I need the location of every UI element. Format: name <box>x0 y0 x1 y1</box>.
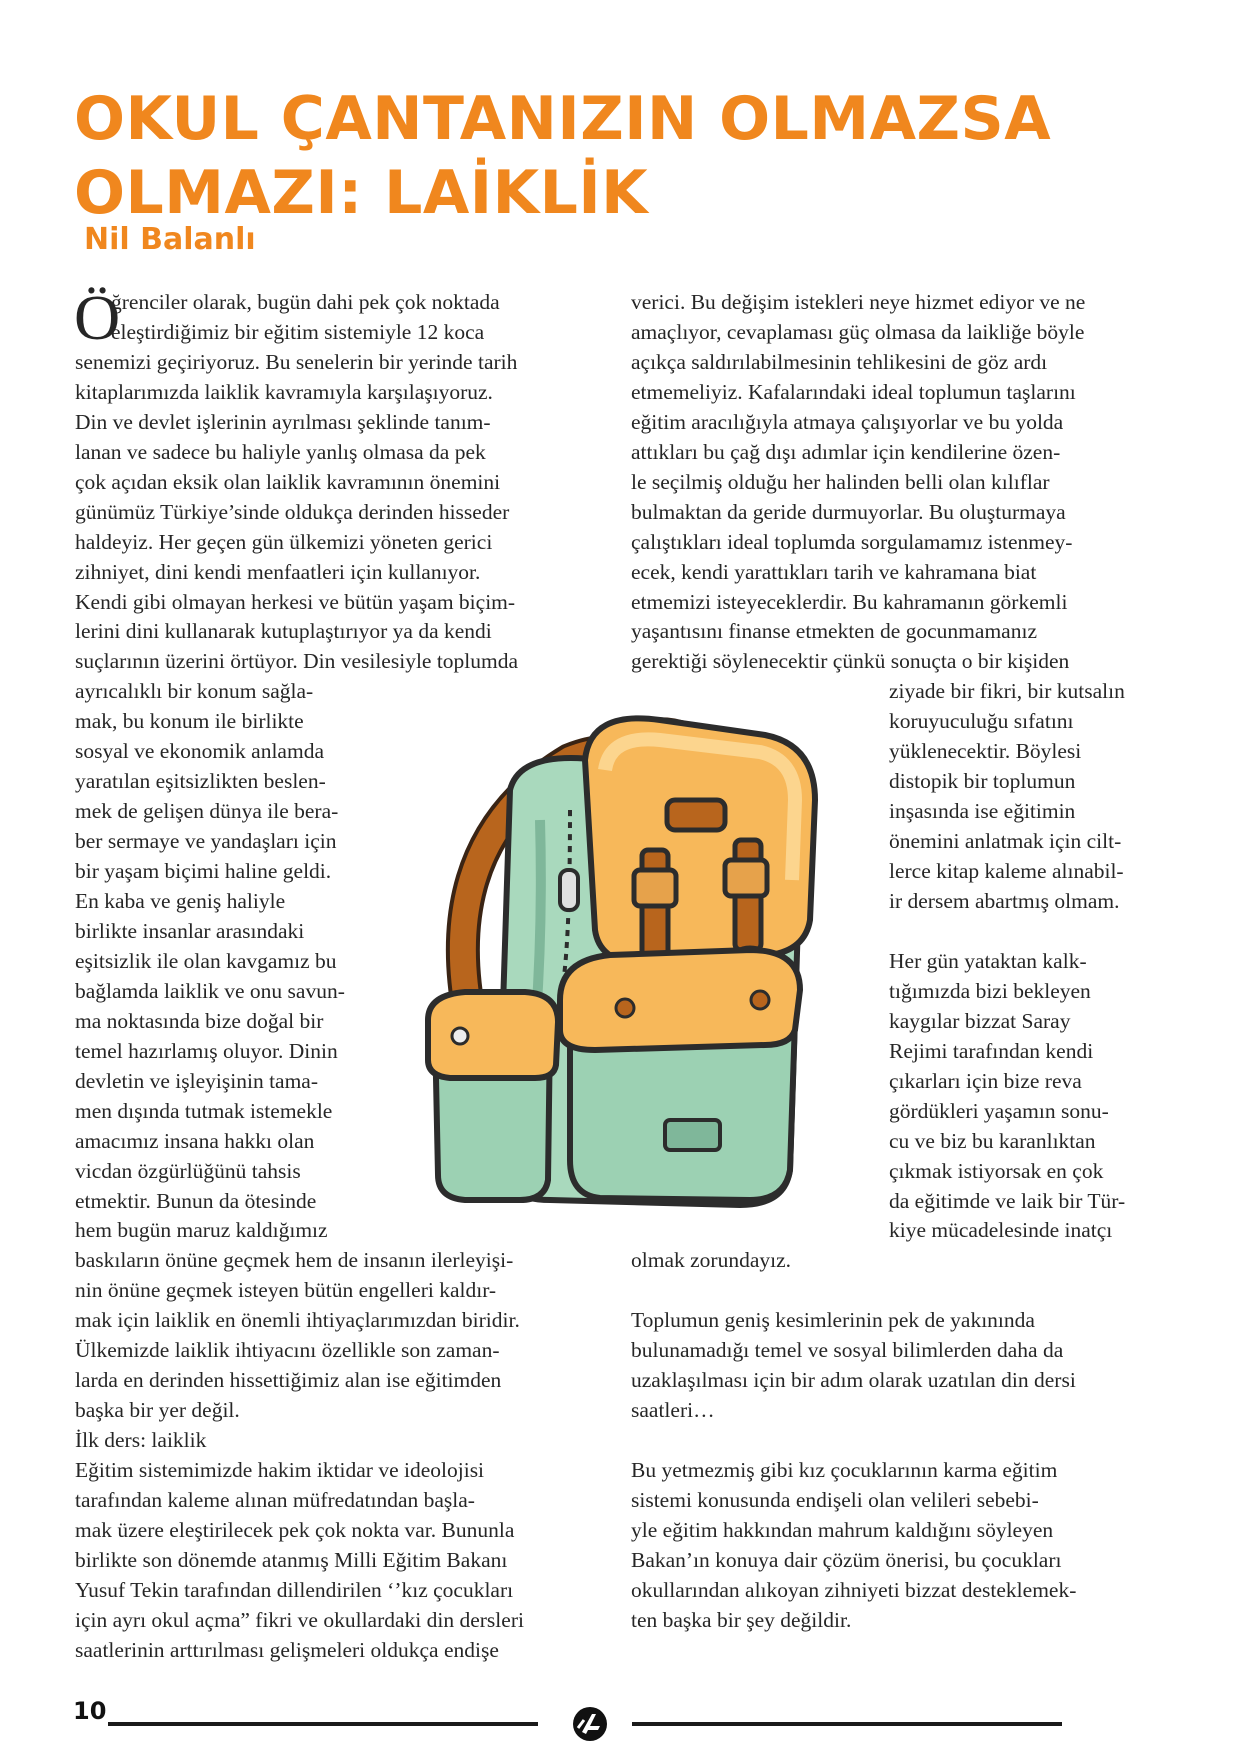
article-title-line-2: OLMAZI: LAİKLİK <box>74 158 649 228</box>
text-line: bir yaşam biçimi haline geldi. <box>75 859 332 884</box>
text-line: İlk ders: laiklik <box>75 1428 207 1453</box>
text-line: sosyal ve ekonomik anlamda <box>75 739 324 764</box>
text-line: Her gün yataktan kalk- <box>889 948 1087 973</box>
text-line: eleştirdiğimiz bir eğitim sistemiyle 12 koca <box>111 319 485 344</box>
text-line: Din ve devlet işlerinin ayrılması şeklinde tanım- <box>75 409 491 434</box>
text-line: ten başka bir şey değildir. <box>631 1607 852 1632</box>
text-line: senemizi geçiriyoruz. Bu senelerin bir yerinde tarih <box>75 349 518 374</box>
text-line: haldeyiz. Her geçen gün ülkemizi yöneten gerici <box>75 529 493 554</box>
text-line: larda en derinden hissettiğimiz alan ise eğitimden <box>75 1368 502 1393</box>
footer-rule-left <box>108 1722 538 1726</box>
text-line: lerini dini kullanarak kutuplaştırıyor ya da kendi <box>75 619 492 644</box>
text-line: Bu yetmezmiş gibi kız çocuklarının karma eğitim <box>631 1458 1058 1483</box>
text-line: etmemeliyiz. Kafalarındaki ideal toplumun taşlarını <box>631 379 1076 404</box>
text-line: gerektiği söylenecektir çünkü sonuçta o bir kişiden <box>631 649 1070 674</box>
text-line: yüklenecektir. Böylesi <box>889 739 1082 764</box>
text-line: Toplumun geniş kesimlerinin pek de yakınında <box>631 1308 1035 1333</box>
text-line: mek de gelişen dünya ile bera- <box>75 799 339 824</box>
text-line: yaratılan eşitsizlikten beslen- <box>75 769 326 794</box>
text-line: çıkmak istiyorsak en çok <box>889 1158 1104 1183</box>
text-line: ma noktasında bize doğal bir <box>75 1008 324 1033</box>
text-line: Rejimi tarafından kendi <box>889 1038 1094 1063</box>
page-number: 10 <box>73 1697 107 1725</box>
text-line: lerce kitap kaleme alınabil- <box>889 859 1124 884</box>
text-line: ğrenciler olarak, bugün dahi pek çok noktada <box>111 290 500 314</box>
text-line: yle eğitim hakkından mahrum kaldığını söyleyen <box>631 1517 1054 1542</box>
text-line: eşitsizlik ile olan kavgamız bu <box>75 948 337 973</box>
text-line: çıkarları için bize reva <box>889 1068 1082 1093</box>
text-line: ayrıcalıklı bir konum sağla- <box>75 679 314 704</box>
text-line: bağlamda laiklik ve onu savun- <box>75 978 345 1003</box>
text-line: Kendi gibi olmayan herkesi ve bütün yaşam biçim- <box>75 589 516 614</box>
text-line: günümüz Türkiye’sinde oldukça derinden hisseder <box>75 499 510 524</box>
text-line: kiye mücadelesinde inatçı <box>889 1218 1113 1243</box>
text-line: suçlarının üzerini örtüyor. Din vesilesiyle toplumda <box>75 649 519 674</box>
text-line: kaygılar bizzat Saray <box>889 1008 1071 1033</box>
text-line: attıkları bu çağ dışı adımlar için kendilerine özen- <box>631 439 1061 464</box>
text-line: Eğitim sistemimizde hakim iktidar ve ideolojisi <box>75 1458 485 1483</box>
text-line: mak, bu konum ile birlikte <box>75 709 304 734</box>
text-line: için ayrı okul açma” fikri ve okullardaki din dersleri <box>75 1607 524 1632</box>
text-line: amaçlıyor, cevaplaması güç olmasa da laikliğe böyle <box>631 319 1085 344</box>
text-line: etmektir. Bunun da ötesinde <box>75 1188 317 1213</box>
text-line: tığımızda bizi bekleyen <box>889 978 1091 1003</box>
drop-cap: Ö <box>74 282 121 353</box>
text-line: ecek, kendi yarattıkları tarih ve kahramana biat <box>631 559 1037 584</box>
text-line: birlikte insanlar arasındaki <box>75 918 305 943</box>
backpack-icon <box>420 700 880 1220</box>
text-line: hem bugün maruz kaldığımız <box>75 1218 328 1243</box>
text-line: koruyuculuğu sıfatını <box>889 709 1074 734</box>
text-line: birlikte son dönemde atanmış Milli Eğitim Bakanı <box>75 1547 508 1572</box>
publication-logo-icon <box>570 1704 610 1744</box>
text-line: distopik bir toplumun <box>889 769 1076 794</box>
text-line: verici. Bu değişim istekleri neye hizmet ediyor ve ne <box>631 290 1086 314</box>
text-line: okullarından alıkoyan zihniyeti bizzat desteklemek- <box>631 1577 1077 1602</box>
text-line: Ülkemizde laiklik ihtiyacını özellikle son zaman- <box>75 1338 500 1363</box>
text-line: olmak zorundayız. <box>631 1248 792 1273</box>
text-line: inşasında ise eğitimin <box>889 799 1076 824</box>
text-line: devletin ve işleyişinin tama- <box>75 1068 319 1093</box>
text-line: saatleri… <box>631 1398 715 1423</box>
text-line: açıkça saldırılabilmesinin tehlikesini de göz ardı <box>631 349 1048 374</box>
text-line: bulunamadığı temel ve sosyal bilimlerden daha da <box>631 1338 1064 1363</box>
text-line: vicdan özgürlüğünü tahsis <box>75 1158 301 1183</box>
text-line: saatlerinin arttırılması gelişmeleri oldukça endişe <box>75 1637 499 1662</box>
author-name: Nil Balanlı <box>84 222 256 257</box>
text-line: ir dersem abartmış olmam. <box>889 889 1120 913</box>
article-title-line-1: OKUL ÇANTANIZIN OLMAZSA <box>74 84 1052 154</box>
text-line: çalıştıkları ideal toplumda sorgulamamız istenmey- <box>631 529 1073 554</box>
text-line: zihniyet, dini kendi menfaatleri için kullanıyor. <box>75 559 481 584</box>
text-line: Yusuf Tekin tarafından dillendirilen ‘’kız çocukları <box>75 1577 514 1602</box>
text-line: uzaklaşılması için bir adım olarak uzatılan din dersi <box>631 1368 1076 1393</box>
text-line: ber sermaye ve yandaşları için <box>75 829 337 854</box>
text-line: mak için laiklik en önemli ihtiyaçlarımızdan biridir. <box>75 1308 520 1333</box>
text-line: tarafından kaleme alınan müfredatından başla- <box>75 1488 475 1512</box>
text-line: sistemi konusunda endişeli olan velileri sebebi- <box>631 1488 1039 1512</box>
text-line: baskıların önüne geçmek hem de insanın ilerleyişi- <box>75 1248 514 1273</box>
text-line: mak üzere eleştirilecek pek çok nokta var. Bununla <box>75 1517 515 1542</box>
text-line: En kaba ve geniş haliyle <box>75 889 286 913</box>
text-line: lanan ve sadece bu haliyle yanlış olmasa da pek <box>75 439 486 464</box>
footer-rule-right <box>632 1722 1062 1726</box>
text-line: le seçilmiş olduğu her halinden belli olan kılıflar <box>631 469 1050 494</box>
text-line: başka bir yer değil. <box>75 1398 240 1423</box>
text-line: ziyade bir fikri, bir kutsalın <box>889 679 1125 704</box>
text-line: gördükleri yaşamın sonu- <box>889 1098 1109 1123</box>
text-line: çok açıdan eksik olan laiklik kavramının önemini <box>75 469 501 494</box>
text-line: eğitim aracılığıyla atmaya çalışıyorlar ve bu yolda <box>631 409 1064 434</box>
text-line: nin önüne geçmek isteyen bütün engelleri kaldır- <box>75 1278 497 1303</box>
text-line: etmemizi isteyeceklerdir. Bu kahramanın görkemli <box>631 589 1068 614</box>
text-line: amacımız insana hakkı olan <box>75 1128 315 1153</box>
text-line: temel hazırlamış oluyor. Dinin <box>75 1038 338 1063</box>
text-line: cu ve biz bu karanlıktan <box>889 1128 1096 1153</box>
text-line: men dışında tutmak istemekle <box>75 1098 333 1123</box>
text-line: bulmaktan da geride durmuyorlar. Bu oluşturmaya <box>631 499 1066 524</box>
text-line: Bakan’ın konuya dair çözüm önerisi, bu çocukları <box>631 1547 1062 1572</box>
text-line: yaşantısını finanse etmekten de gocunmamanız <box>631 619 1037 644</box>
text-line: önemini anlatmak için cilt- <box>889 829 1122 854</box>
text-line: da eğitimde ve laik bir Tür- <box>889 1188 1126 1213</box>
article-title <box>74 82 1194 230</box>
text-line: kitaplarımızda laiklik kavramıyla karşılaşıyoruz. <box>75 379 493 404</box>
